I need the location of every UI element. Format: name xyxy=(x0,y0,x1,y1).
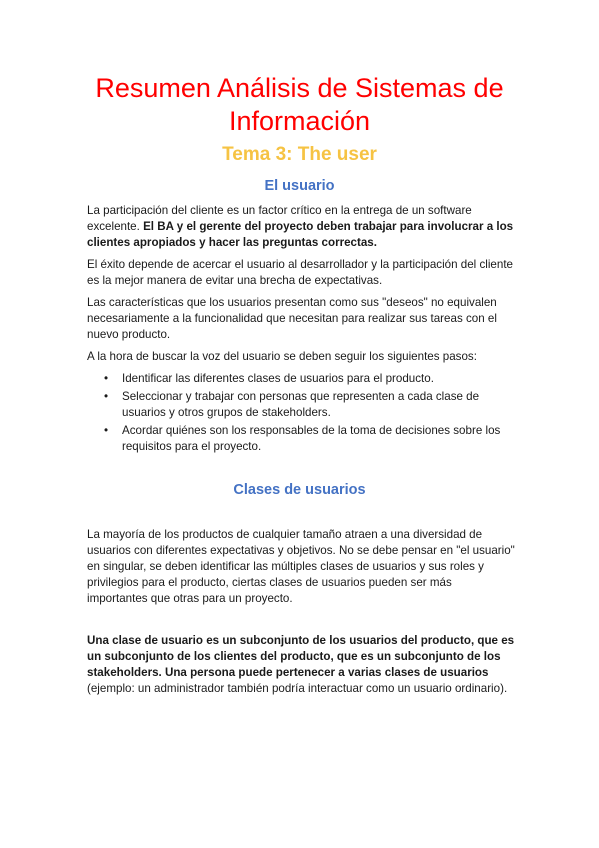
paragraph-clase-de-usuario xyxy=(87,633,515,697)
paragraph-clase-de-usuario-text: (ejemplo: un administrador también podría interactuar como un usuario ordinario). xyxy=(87,682,508,695)
document-title xyxy=(40,72,559,138)
paragraph-clase-de-usuario-bold: Una clase de usuario es un subconjunto de los usuarios del producto, que es un subconjunto de los clientes del producto, que es un subconjunto de los stakeholders. Una persona puede pertenecer a varias clases de usuarios xyxy=(87,634,515,679)
list-item-text: Acordar quiénes son los responsables de la toma de decisiones sobre los requisitos para el proyecto. xyxy=(122,424,501,453)
list-item-text: Identificar las diferentes clases de usuarios para el producto. xyxy=(122,372,434,385)
list-item xyxy=(87,423,515,455)
section-heading-clases-de-usuarios: Clases de usuarios xyxy=(233,482,366,498)
bullet-icon: • xyxy=(104,424,109,437)
paragraph-participacion-text: La participación del cliente es un factor crítico en la entrega de un software excelente. xyxy=(87,204,472,233)
list-item xyxy=(87,371,515,387)
paragraph-exito: El éxito depende de acercar el usuario al desarrollador y la participación del cliente es la mejor manera de evitar una brecha de expectativas. xyxy=(87,258,513,287)
paragraph-caracteristicas: Las características que los usuarios presentan como sus "deseos" no equivalen necesariamente a la funcionalidad que necesitan para realizar sus tareas con el nuevo producto. xyxy=(87,296,497,341)
title-line-2: Información xyxy=(228,106,371,136)
list-item-text: Seleccionar y trabajar con personas que representen a cada clase de usuarios y otros grupos de stakeholders. xyxy=(122,390,480,419)
bullet-icon: • xyxy=(104,390,109,403)
bullet-icon: • xyxy=(104,372,109,385)
list-item xyxy=(87,389,515,421)
paragraph-voz-usuario: A la hora de buscar la voz del usuario se deben seguir los siguientes pasos: xyxy=(87,350,477,363)
steps-list xyxy=(87,371,515,457)
paragraph-diversidad: La mayoría de los productos de cualquier tamaño atraen a una diversidad de usuarios con diferentes expectativas y objetivos. No se debe pensar en "el usuario" en singular, se deben identificar las múltiples clases de usuarios y sus roles y privilegios para el producto, ciertas clases de usuarios pueden ser más importantes que otras para un proyecto. xyxy=(87,528,515,605)
document-subtitle: Tema 3: The user xyxy=(222,144,377,165)
title-line-1: Resumen Análisis de Sistemas de xyxy=(95,73,504,103)
paragraph-participacion-bold: El BA y el gerente del proyecto deben trabajar para involucrar a los clientes apropiados y hacer las preguntas correctas. xyxy=(87,220,514,249)
paragraph-participacion xyxy=(87,203,515,251)
section-heading-el-usuario: El usuario xyxy=(264,178,335,194)
